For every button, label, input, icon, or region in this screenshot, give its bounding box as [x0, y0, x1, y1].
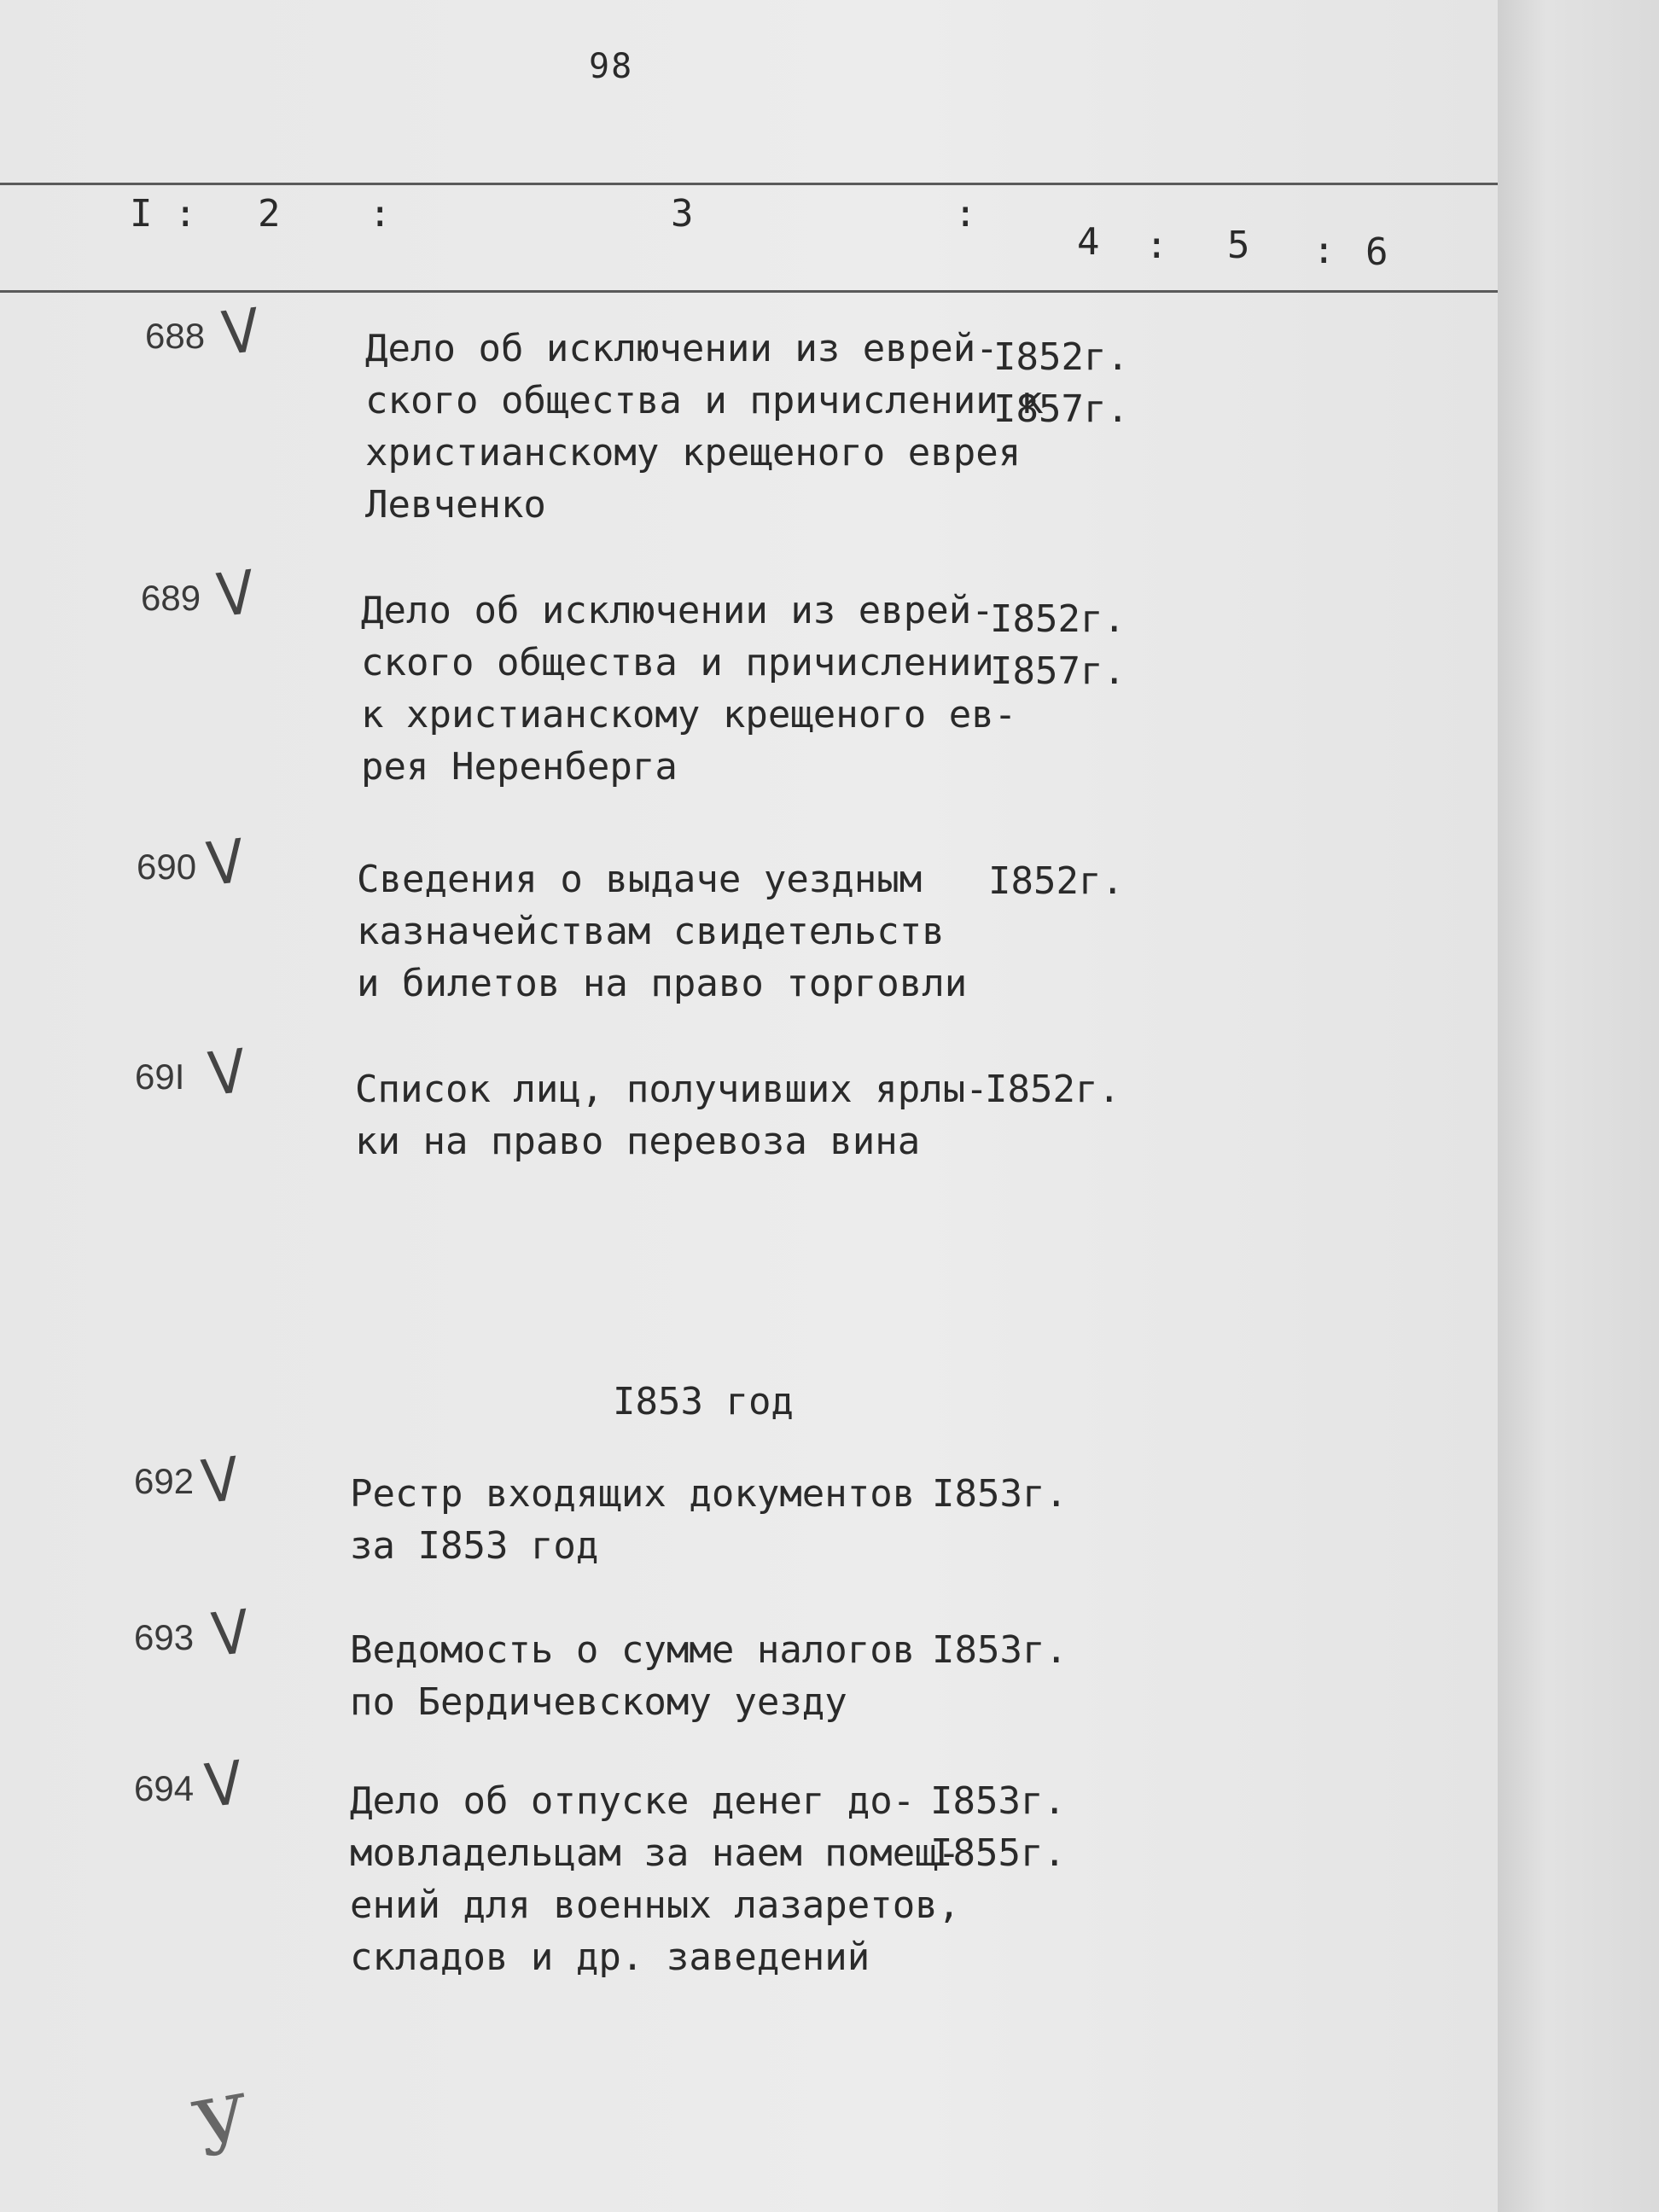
column-separator-1: : [174, 192, 197, 236]
entry-number: 69I [135, 1057, 185, 1097]
entry-number: 689 [141, 578, 201, 618]
header-bottom-rule [0, 290, 1498, 293]
entry-years: I853г. [932, 1472, 1068, 1516]
entry-years: I853г. I855г. [930, 1779, 1066, 1875]
entry-description: Дело об исключении из еврей- ского общества и причислении к христианскому крещеного еврея Левченко [365, 327, 1044, 527]
entry-years: I853г. [932, 1628, 1068, 1672]
entry-description: Дело об исключении из еврей- ского общества и причислении к христианскому крещеного ев- рея Неренберга [361, 589, 1017, 789]
entry-number: 693 [134, 1617, 195, 1657]
entry-years: I852г. I857г. [990, 597, 1126, 693]
page-number: 98 [589, 47, 634, 86]
column-separator-2: : [369, 192, 392, 236]
check-mark-icon: V [218, 294, 263, 370]
check-mark-icon: V [203, 825, 247, 900]
column-header-3: 3 [671, 192, 694, 236]
entry-number: 690 [137, 847, 197, 887]
handwritten-initial: У [187, 2078, 258, 2176]
entry-years: I852г. [985, 1068, 1121, 1111]
entry-description: Список лиц, получивших ярлы- ки на право перевоза вина [355, 1068, 988, 1163]
header-top-rule [0, 183, 1498, 185]
column-separator-4: : [1145, 224, 1168, 267]
entry-number: 694 [134, 1768, 195, 1808]
column-header-2: 2 [258, 192, 281, 236]
column-separator-5: : [1313, 229, 1336, 272]
entry-description: Дело об отпуске денег до- мовладельцам за наем помещ- ений для военных лазаретов, складов и др. заведений [350, 1779, 961, 1979]
check-mark-icon: V [208, 1596, 253, 1671]
column-header-1: I [130, 192, 153, 236]
entry-years: I852г. [988, 859, 1124, 903]
entry-number: 688 [145, 316, 206, 356]
entry-description: Ведомость о сумме налогов по Бердичевскому уезду [350, 1628, 916, 1724]
check-mark-icon: V [201, 1747, 246, 1822]
check-mark-icon: V [213, 556, 258, 632]
check-mark-icon: V [205, 1035, 249, 1110]
entry-description: Сведения о выдаче уездным казначействам свидетельств и билетов на право торговли [357, 858, 968, 1005]
column-header-6: 6 [1365, 230, 1388, 274]
underlying-page-edge [1498, 0, 1659, 2212]
entry-number: 692 [134, 1461, 195, 1501]
section-title: I853 год [613, 1380, 794, 1423]
column-header-4: 4 [1077, 220, 1100, 264]
column-header-5: 5 [1227, 224, 1250, 267]
check-mark-icon: V [198, 1443, 242, 1518]
column-separator-3: : [954, 192, 977, 236]
entry-description: Рестр входящих документов за I853 год [350, 1472, 916, 1568]
entry-years: I852г. I857г. [993, 335, 1129, 431]
